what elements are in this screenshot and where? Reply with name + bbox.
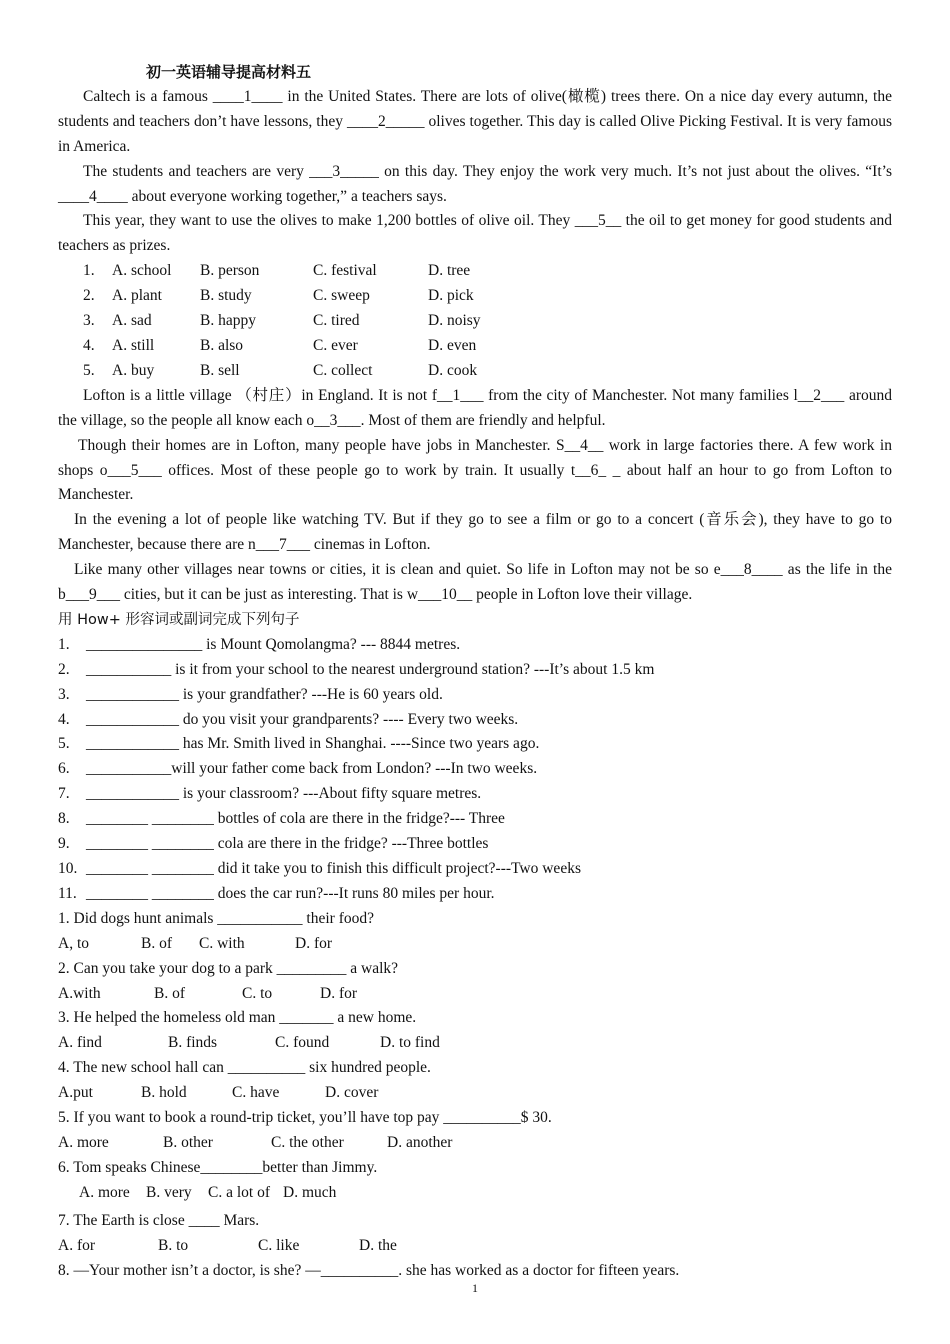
question-number: 2. xyxy=(58,660,70,678)
choice-row xyxy=(83,284,892,309)
passage2-paragraph1: Lofton is a little village （村庄）in England. It is not f__1___ from the city of Manchester. Not many families l__2___ around the village, so the people all know each o__3___. Most of them are friendly and helpful. xyxy=(58,386,892,429)
choice-row xyxy=(83,259,892,284)
choice-option: B. person xyxy=(200,262,260,280)
question-text: _______________ is Mount Qomolangma? --- 8844 metres. xyxy=(86,635,461,653)
question-number: 4. xyxy=(58,710,70,728)
mc-options xyxy=(58,932,892,957)
question-number: 9. xyxy=(58,835,70,853)
mc-options xyxy=(79,1181,892,1206)
how-question xyxy=(58,857,892,882)
multiple-choice-list xyxy=(58,907,892,1284)
mc-option: C. found xyxy=(275,1034,330,1052)
mc-question: 1. Did dogs hunt animals ___________ their food? xyxy=(58,909,374,927)
question-number: 1. xyxy=(58,635,70,653)
mc-options xyxy=(58,1081,892,1106)
mc-option: B. to xyxy=(158,1236,189,1254)
question-text: ____________ is your grandfather? ---He is 60 years old. xyxy=(86,685,443,703)
choice-option: C. ever xyxy=(313,336,358,354)
choice-option: B. study xyxy=(200,287,252,305)
passage1-paragraph1: Caltech is a famous ____1____ in the United States. There are lots of olive(橄榄) trees there. On a nice day every autumn, the students and teachers don’t have lessons, they ____2_____ olives together. This day is called Olive Picking Festival. It is very famous in America. xyxy=(58,87,892,155)
choice-option: C. tired xyxy=(313,312,360,330)
mc-options xyxy=(58,1031,892,1056)
mc-option: A. find xyxy=(58,1034,102,1052)
mc-options xyxy=(58,1234,892,1259)
page-number: 1 xyxy=(472,1281,478,1295)
choice-option: D. noisy xyxy=(428,312,481,330)
choice-option: B. happy xyxy=(200,312,256,330)
how-question xyxy=(58,633,892,658)
question-text: ___________ is it from your school to the nearest underground station? ---It’s about 1.5 km xyxy=(86,660,655,678)
question-text: ____________ is your classroom? ---About fifty square metres. xyxy=(86,785,482,803)
question-text: ____________ has Mr. Smith lived in Shanghai. ----Since two years ago. xyxy=(86,735,540,753)
passage2-paragraph3: In the evening a lot of people like watching TV. But if they go to see a film or go to a concert (音乐会), they have to go to Manchester, because there are n___7___ cinemas in Lofton. xyxy=(58,511,892,554)
question-text: ________ ________ bottles of cola are there in the fridge?--- Three xyxy=(86,810,505,828)
mc-question: 4. The new school hall can __________ six hundred people. xyxy=(58,1059,431,1077)
choice-option: A. sad xyxy=(112,312,152,330)
question-number: 11. xyxy=(58,884,77,902)
mc-question: 2. Can you take your dog to a park _________ a walk? xyxy=(58,959,399,977)
mc-option: C. a lot of xyxy=(208,1183,270,1201)
question-text: ________ ________ did it take you to finish this difficult project?---Two weeks xyxy=(86,860,581,877)
choice-option: D. pick xyxy=(428,287,474,305)
choice-number: 5. xyxy=(83,361,95,379)
mc-option: B. other xyxy=(163,1133,213,1151)
page-title: 初一英语辅导提高材料五 xyxy=(146,63,312,81)
how-question xyxy=(58,708,892,733)
choice-number: 2. xyxy=(83,287,95,305)
passage1-paragraph2: The students and teachers are very ___3_____ on this day. They enjoy the work very much. It’s not just about the olives. “It’s ____4____ about everyone working together,” a teachers says. xyxy=(58,162,892,205)
mc-option: A. more xyxy=(58,1133,109,1151)
passage1-paragraph3: This year, they want to use the olives to make 1,200 bottles of olive oil. They ___5__ the oil to get money for good students and teachers as prizes. xyxy=(58,212,892,255)
mc-option: D. for xyxy=(320,984,358,1002)
mc-question: 7. The Earth is close ____ Mars. xyxy=(58,1211,260,1229)
choice-option: C. collect xyxy=(313,361,373,379)
choice-row xyxy=(83,359,892,384)
mc-option: B. of xyxy=(141,934,172,952)
question-text: ________ ________ does the car run?---It runs 80 miles per hour. xyxy=(86,884,495,902)
how-question xyxy=(58,807,892,832)
mc-option: A. for xyxy=(58,1236,96,1254)
mc-option: B. finds xyxy=(168,1034,218,1052)
document-page xyxy=(58,60,892,1283)
mc-option: A.with xyxy=(58,984,101,1002)
passage2-paragraph4: Like many other villages near towns or cities, it is clean and quiet. So life in Lofton may not be so e___8____ as the life in the b___9___ cities, but it can be just as interesting. That is w___10__ people in Lofton love their village. xyxy=(58,561,892,604)
how-question xyxy=(58,882,892,907)
mc-option: B. of xyxy=(154,984,185,1002)
choice-option: B. sell xyxy=(200,361,240,379)
choice-row xyxy=(83,309,892,334)
mc-option: C. have xyxy=(232,1084,280,1102)
mc-option: D. to find xyxy=(380,1034,440,1052)
question-number: 3. xyxy=(58,685,70,703)
choice-row xyxy=(83,334,892,359)
choice-option: C. festival xyxy=(313,262,377,280)
mc-option: B. hold xyxy=(141,1084,187,1102)
question-text: ________ ________ cola are there in the fridge? ---Three bottles xyxy=(86,835,489,853)
choice-number: 4. xyxy=(83,336,95,354)
choice-option: A. school xyxy=(112,262,172,280)
mc-option: D. another xyxy=(387,1133,453,1151)
question-number: 8. xyxy=(58,810,70,828)
question-number: 6. xyxy=(58,760,70,778)
mc-option: D. the xyxy=(359,1236,397,1254)
mc-option: A.put xyxy=(58,1084,93,1102)
choice-number: 3. xyxy=(83,312,95,330)
how-question xyxy=(58,683,892,708)
mc-option: A. more xyxy=(79,1183,130,1201)
choice-number: 1. xyxy=(83,262,95,280)
mc-question: 5. If you want to book a round-trip ticket, you’ll have top pay __________$ 30. xyxy=(58,1109,552,1127)
question-text: ___________will your father come back from London? ---In two weeks. xyxy=(86,760,538,778)
section-heading-how: 用 How+ 形容词或副词完成下列句子 xyxy=(58,611,300,628)
mc-question: 3. He helped the homeless old man _______ a new home. xyxy=(58,1009,417,1027)
how-question xyxy=(58,658,892,683)
question-number: 10. xyxy=(58,860,78,877)
mc-option: A, to xyxy=(58,934,89,952)
choice-option: A. still xyxy=(112,336,155,354)
question-text: ____________ do you visit your grandparents? ---- Every two weeks. xyxy=(86,710,519,728)
mc-option: C. the other xyxy=(271,1133,344,1151)
mc-question: 8. —Your mother isn’t a doctor, is she? —__________. she has worked as a doctor for fifteen years. xyxy=(58,1261,680,1279)
mc-option: C. with xyxy=(199,934,245,952)
question-number: 7. xyxy=(58,785,70,803)
mc-option: C. like xyxy=(258,1236,300,1254)
mc-options xyxy=(58,982,892,1007)
choice-option: D. even xyxy=(428,336,477,354)
choice-option: D. cook xyxy=(428,361,478,379)
mc-option: D. much xyxy=(283,1183,337,1201)
choice-option: C. sweep xyxy=(313,287,370,305)
passage2-paragraph2: Though their homes are in Lofton, many people have jobs in Manchester. S__4__ work in large factories there. A few work in shops o___5___ offices. Most of these people go to work by train. It usually t__6_ _ about half an hour to go from Lofton to Manchester. xyxy=(58,436,892,504)
choice-option: A. plant xyxy=(112,287,162,305)
how-question xyxy=(58,832,892,857)
how-question xyxy=(58,732,892,757)
mc-question: 6. Tom speaks Chinese________better than Jimmy. xyxy=(58,1158,378,1176)
passage1-choices xyxy=(58,259,892,384)
mc-option: D. for xyxy=(295,934,333,952)
choice-option: D. tree xyxy=(428,262,471,280)
choice-option: A. buy xyxy=(112,361,155,379)
how-question-list xyxy=(58,633,892,907)
question-number: 5. xyxy=(58,735,70,753)
mc-options xyxy=(58,1131,892,1156)
how-question xyxy=(58,782,892,807)
how-question xyxy=(58,757,892,782)
mc-option: D. cover xyxy=(325,1084,379,1102)
choice-option: B. also xyxy=(200,336,244,354)
mc-option: C. to xyxy=(242,984,273,1002)
mc-option: B. very xyxy=(146,1183,192,1201)
